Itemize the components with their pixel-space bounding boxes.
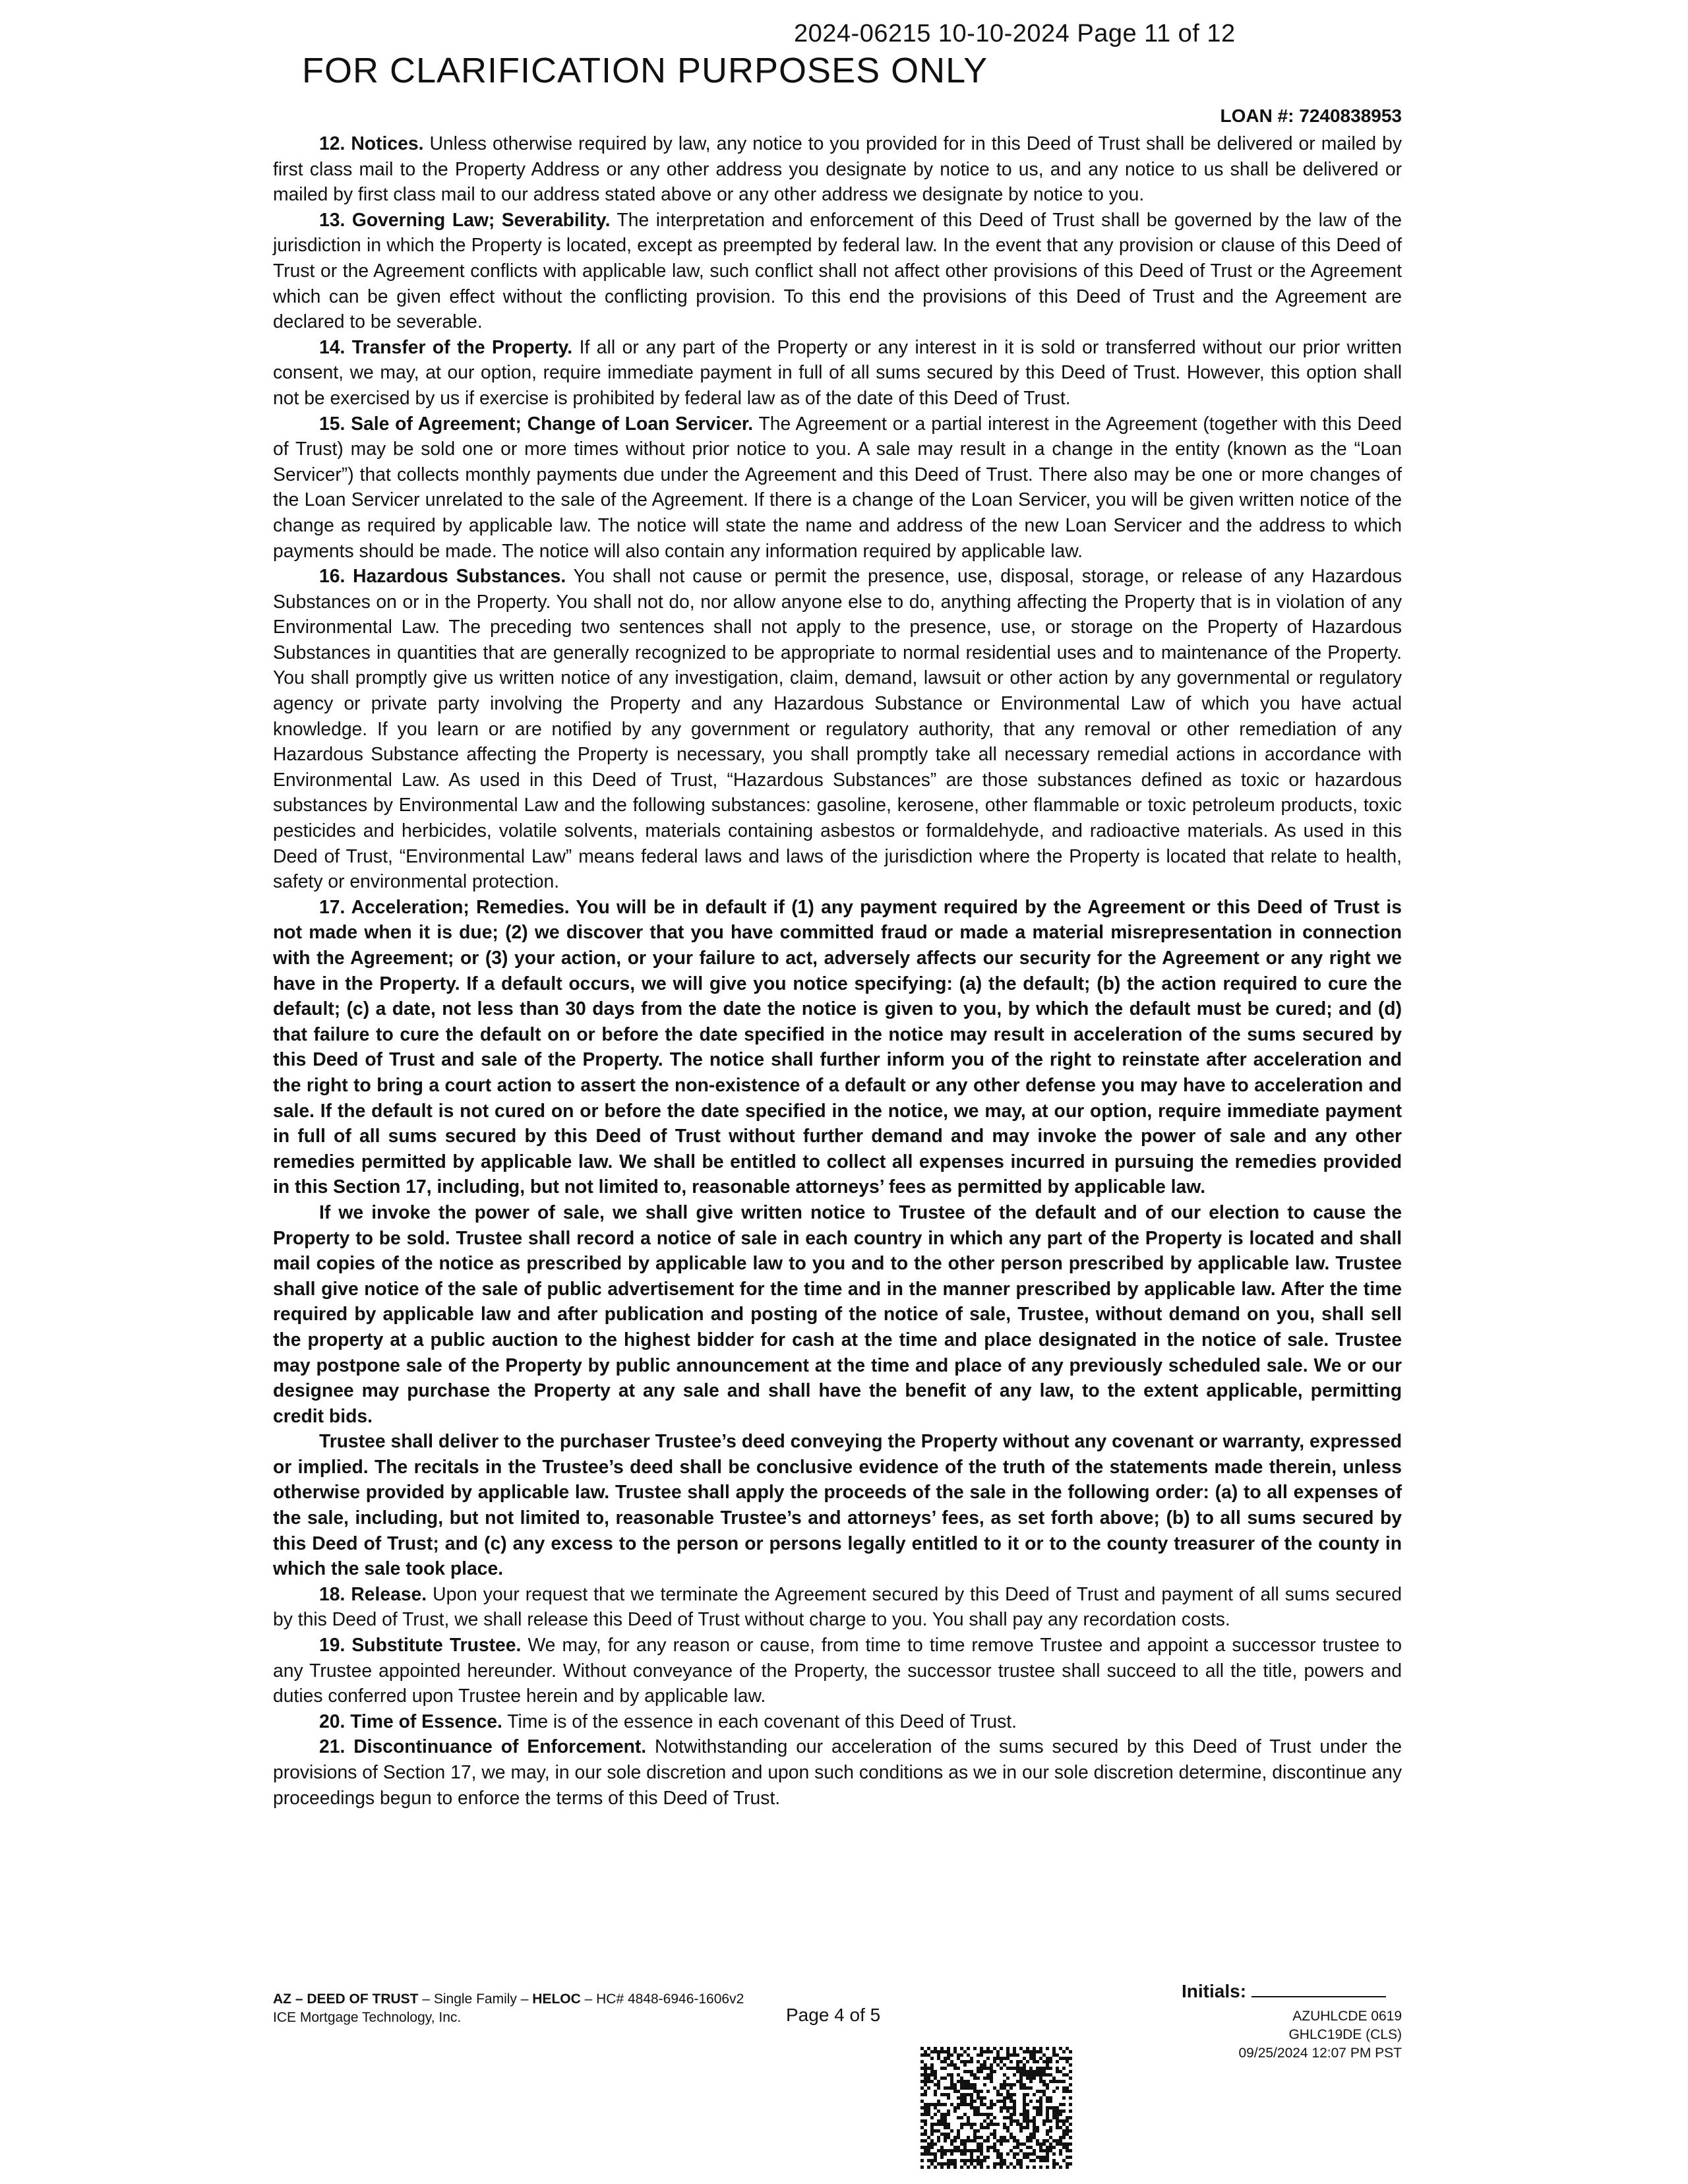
section-12: [273, 131, 1402, 207]
section-heading: 15. Sale of Agreement; Change of Loan Servicer.: [319, 412, 754, 434]
form-mid: – Single Family –: [418, 1991, 533, 2007]
form-identifier: [273, 1990, 744, 2027]
section-heading: 17. Acceleration; Remedies.: [319, 895, 570, 917]
page-number: Page 4 of 5: [786, 2005, 881, 2025]
initials-label: Initials:: [1182, 1981, 1247, 2001]
section-17-power-of-sale: If we invoke the power of sale, we shall give written notice to Trustee of the default and of our election to cause the Property to be sold. Trustee shall record a notice of sale in each country in which any part of the Property is located and shall mail copies of the notice as prescribed by applicable law to you and to the other person prescribed by applicable law. Trustee shall give notice of the sale of public advertisement for the time and in the manner prescribed by applicable law. After the time required by applicable law and after publication and posting of the notice of sale, Trustee, without demand on you, shall sell the property at a public auction to the highest bidder for cash at the time and place designated in the notice of sale. Trustee may postpone sale of the Property by public announcement at the time and place of any previously scheduled sale. We or our designee may purchase the Property at any sale and shall have the benefit of any law, to the extent applicable, permitting credit bids.: [273, 1201, 1402, 1426]
generated-timestamp: 09/25/2024 12:07 PM PST: [1238, 2046, 1402, 2061]
form-code: AZUHLCDE 0619: [1292, 2009, 1402, 2024]
section-text: If all or any part of the Property or any interest in it is sold or transferred without our prior written consent, we may, at our option, require immediate payment in full of all sums secured by this Deed of Trust. However, this option shall not be exercised by us if exercise is prohibited by federal law as of the date of this Deed of Trust.: [273, 336, 1402, 408]
document-body: [273, 131, 1402, 1810]
section-14: [273, 334, 1402, 411]
section-heading: 16. Hazardous Substances.: [319, 565, 566, 587]
section-heading: 20. Time of Essence.: [319, 1710, 502, 1732]
recording-stamp: 2024-06215 10-10-2024 Page 11 of 12: [794, 20, 1236, 47]
section-heading: 18. Release.: [319, 1583, 427, 1604]
section-16: [273, 563, 1402, 894]
section-20: [273, 1709, 1402, 1734]
section-text: You will be in default if (1) any payment required by the Agreement or this Deed of Trust is not made when it is due; (2) we discover that you have committed fraud or made a material misrepresentation in connection with the Agreement; or (3) your action, or your failure to act, adversely affects our security for the Agreement or any right we have in the Property. If a default occurs, we will give you notice specifying: (a) the default; (b) the action required to cure the default; (c) a date, not less than 30 days from the date the notice is given to you, by which the default must be cured; and (d) that failure to cure the default on or before the date specified in the notice may result in acceleration of the sums secured by this Deed of Trust and sale of the Property. The notice shall further inform you of the right to reinstate after acceleration and the right to bring a court action to assert the non-existence of a default or any other defense you may have to acceleration and sale. If the default is not cured on or before the date specified in the notice, we may, at our option, require immediate payment in full of all sums secured by this Deed of Trust without further demand and may invoke the power of sale and any other remedies permitted by applicable law. We shall be entitled to collect all expenses incurred in pursuing the remedies provided in this Section 17, including, but not limited to, reasonable attorneys’ fees as permitted by applicable law.: [273, 895, 1402, 1198]
section-19: [273, 1632, 1402, 1709]
section-18: [273, 1581, 1402, 1632]
form-title: DEED OF TRUST: [307, 1991, 419, 2007]
initials-line[interactable]: [1251, 1996, 1386, 1997]
company-name: ICE Mortgage Technology, Inc.: [273, 2010, 462, 2025]
form-code-cls: GHLC19DE (CLS): [1288, 2027, 1402, 2042]
section-heading: 12. Notices.: [319, 133, 424, 154]
section-text: Notwithstanding our acceleration of the sums secured by this Deed of Trust under the provisions of Section 17, we may, in our sole discretion and upon such conditions as we in our sole discretion determine, discontinue any proceedings begun to enforce the terms of this Deed of Trust.: [273, 1736, 1402, 1808]
section-text: Time is of the essence in each covenant of this Deed of Trust.: [502, 1710, 1017, 1732]
clarification-banner: FOR CLARIFICATION PURPOSES ONLY: [302, 51, 988, 90]
section-heading: 21. Discontinuance of Enforcement.: [319, 1736, 647, 1757]
barcode-icon: [920, 2047, 1072, 2169]
section-13: [273, 207, 1402, 334]
section-heading: 13. Governing Law; Severability.: [319, 208, 611, 230]
section-text: We may, for any reason or cause, from time to time remove Trustee and appoint a successor trustee to any Trustee appointed hereunder. Without conveyance of the Property, the successor trustee shall succeed to all the title, powers and duties conferred upon Trustee herein and by applicable law.: [273, 1634, 1402, 1707]
form-line: [273, 1990, 744, 2009]
section-text: Unless otherwise required by law, any notice to you provided for in this Deed of Trust shall be delivered or mailed by first class mail to the Property Address or any other address you designate by notice to us, and any notice to us shall be delivered or mailed by first class mail to our address stated above or any other address we designate by notice to you.: [273, 133, 1402, 205]
section-15: [273, 411, 1402, 564]
initials-field[interactable]: [1182, 1981, 1386, 2002]
form-suffix: – HC# 4848-6946-1606v2: [580, 1991, 744, 2007]
section-text: The interpretation and enforcement of this Deed of Trust shall be governed by the law of the jurisdiction in which the Property is located, except as preempted by federal law. In the event that any provision or clause of this Deed of Trust or the Agreement conflicts with applicable law, such conflict shall not affect other provisions of this Deed of Trust or the Agreement which can be given effect without the conflicting provision. To this end the provisions of this Deed of Trust and the Agreement are declared to be severable.: [273, 208, 1402, 332]
section-heading: 14. Transfer of the Property.: [319, 336, 573, 357]
form-prefix: AZ –: [273, 1991, 307, 2007]
section-text: Upon your request that we terminate the Agreement secured by this Deed of Trust and payment of all sums secured by this Deed of Trust, we shall release this Deed of Trust without charge to you. You shall pay any recordation costs.: [273, 1583, 1402, 1630]
section-21: [273, 1734, 1402, 1810]
section-17: [273, 894, 1402, 1199]
section-heading: 19. Substitute Trustee.: [319, 1634, 522, 1656]
loan-number: LOAN #: 7240838953: [1220, 106, 1402, 126]
form-codes: [1239, 2007, 1402, 2063]
section-17-trustee-deed: Trustee shall deliver to the purchaser Trustee’s deed conveying the Property without any covenant or warranty, expressed or implied. The recitals in the Trustee’s deed shall be conclusive evidence of the truth of the statements made therein, unless otherwise provided by applicable law. Trustee shall apply the proceeds of the sale in the following order: (a) to all expenses of the sale, including, but not limited to, reasonable Trustee’s and attorneys’ fees, as set forth above; (b) to all sums secured by this Deed of Trust; and (c) any excess to the person or persons legally entitled to it or to the county treasurer of the county in which the sale took place.: [273, 1430, 1402, 1579]
section-text: You shall not cause or permit the presence, use, disposal, storage, or release of any Hazardous Substances on or in the Property. You shall not do, nor allow anyone else to do, anything affecting the Property that is in violation of any Environmental Law. The preceding two sentences shall not apply to the presence, use, or storage on the Property of Hazardous Substances in quantities that are generally recognized to be appropriate to normal residential uses and to maintenance of the Property. You shall promptly give us written notice of any investigation, claim, demand, lawsuit or other action by any governmental or regulatory agency or private party involving the Property and any Hazardous Substance or Environmental Law of which you have actual knowledge. If you learn or are notified by any government or regulatory authority, that any removal or other remediation of any Hazardous Substance affecting the Property is necessary, you shall promptly take all necessary remedial actions in accordance with Environmental Law. As used in this Deed of Trust, “Hazardous Substances” are those substances defined as toxic or hazardous substances by Environmental Law and the following substances: gasoline, kerosene, other flammable or toxic petroleum products, toxic pesticides and herbicides, volatile solvents, materials containing asbestos or formaldehyde, and radioactive materials. As used in this Deed of Trust, “Environmental Law” means federal laws and laws of the jurisdiction where the Property is located that relate to health, safety or environmental protection.: [273, 565, 1402, 892]
form-type: HELOC: [532, 1991, 581, 2007]
section-text: The Agreement or a partial interest in the Agreement (together with this Deed of Trust) may be sold one or more times without prior notice to you. A sale may result in a change in the entity (known as the “Loan Servicer”) that collects monthly payments due under the Agreement and this Deed of Trust. There also may be one or more changes of the Loan Servicer unrelated to the sale of the Agreement. If there is a change of the Loan Servicer, you will be given written notice of the change as required by applicable law. The notice will state the name and address of the new Loan Servicer and the address to which payments should be made. The notice will also contain any information required by applicable law.: [273, 412, 1402, 561]
